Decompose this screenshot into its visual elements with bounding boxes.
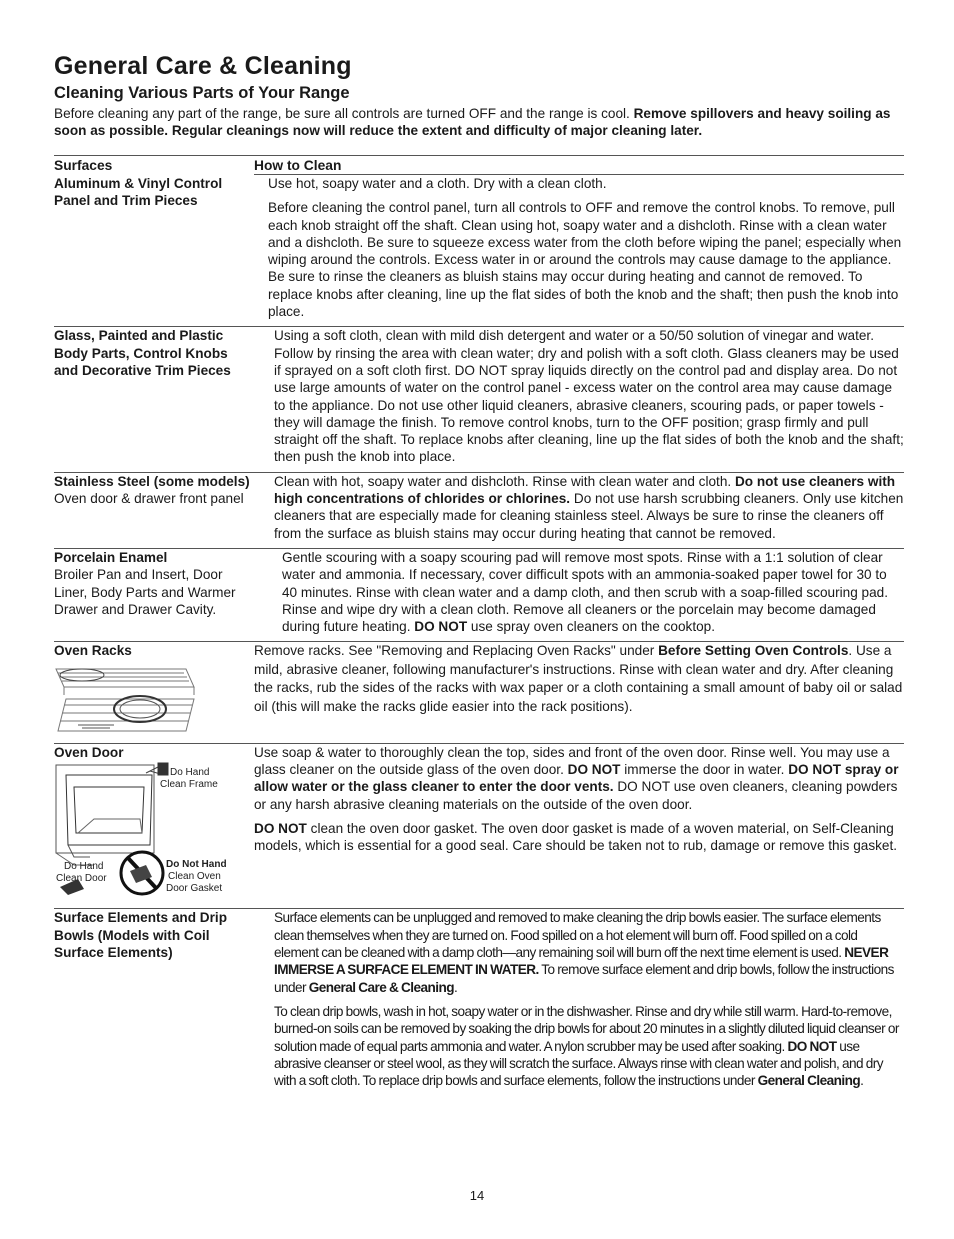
intro-paragraph (54, 105, 904, 139)
how-to-clean-cell (274, 327, 904, 471)
instruction-text-part: Do not use harsh scrubbing cleaners. Only use kitchen cleaners that are especially made for cleaning stainless steel. Always be sure to rinse the cleaners off from the surface as bluish stains may occur during heating that cannot be removed. (274, 491, 904, 541)
instruction-text-part: Gentle scouring with a soapy scouring pad will remove most spots. Rinse with a 1:1 solution of clear water and ammonia. If necessary, cover difficult spots with an ammonia-soaked paper towel for 30 to 40 minutes. Rinse with clean water and a damp cloth, and then scrub with a soap-filled scouring pad. Rinse and wipe dry with a clean cloth. Remove all cleaners or the porcelain may become damaged during future heating. (282, 549, 889, 635)
instruction-bold: Before Setting Oven Controls (658, 643, 849, 659)
table-row (54, 472, 904, 548)
instruction-text-part: DO NOT use oven cleaners, cleaning powders or any harsh abrasive cleaning materials on the outside of the oven door. (254, 779, 898, 812)
label-do-hand-door-2: Clean Door (56, 873, 107, 885)
instruction-text-part: immerse the door in water. (620, 762, 789, 778)
table-row (54, 326, 904, 471)
label-do-hand-frame-1: Do Hand (170, 767, 210, 779)
instruction-text (282, 549, 904, 635)
oven-door-illustration (54, 761, 234, 896)
page-number: 14 (469, 1188, 485, 1203)
label-do-not-1: Do Not Hand (166, 859, 227, 871)
header-surfaces: Surfaces (54, 158, 113, 173)
instruction-text-part: To clean drip bowls, wash in hot, soapy water or in the dishwasher. Rinse and dry while still warm. Hard-to-remove, burned-on soils can be removed by soaking the drip bowls for about 20 minutes in a slightly diluted liquid cleanser or solution made of equal parts ammonia and water. A nylon scrubber may be used after soaking. (274, 1003, 899, 1054)
instruction-bold: Do not use cleaners with high concentrations of chlorides or chlorines. (274, 473, 896, 507)
instruction-bold: DO NOT spray or allow water or the glass cleaner to enter the door vents. (254, 762, 899, 795)
instruction-text (274, 473, 904, 542)
surface-cell (54, 175, 268, 326)
surface-name: Aluminum & Vinyl Control Panel and Trim Pieces (54, 176, 223, 209)
label-do-not-3: Door Gasket (166, 883, 223, 895)
oven-rack-illustration (54, 665, 199, 735)
table-row (54, 908, 904, 1095)
instruction-text (254, 642, 904, 716)
instruction-text (254, 744, 904, 813)
how-to-clean-cell (254, 744, 904, 901)
instruction-text-part: Surface elements can be unplugged and removed to make cleaning the drip bowls easier. The surface elements clean themselves when they are turned on. Food spilled on a hot element will burn off. Food spilled on a cold element can be cleaned with a damp cloth—any remaining soil will burn off the next time element is used. (274, 910, 881, 961)
label-do-hand-frame-2: Clean Frame (160, 779, 218, 791)
table-header (54, 155, 904, 175)
surface-name: Porcelain Enamel (54, 549, 168, 565)
intro-bold-text: Remove spillovers and heavy soiling as soon as possible. Regular cleanings now will reduce the extent and difficulty of major cleaning later. (54, 106, 891, 138)
page (54, 52, 904, 1095)
surface-name: Stainless Steel (some models) (54, 473, 250, 489)
surface-cell (54, 327, 274, 471)
surface-detail: Oven door & drawer front panel (54, 491, 244, 507)
instruction-text-part: use spray oven cleaners on the cooktop. (467, 619, 716, 635)
table-row (54, 743, 904, 901)
instruction-text-part: To remove surface element and drip bowls, follow the instructions under (274, 962, 894, 995)
intro-text: Before cleaning any part of the range, be sure all controls are turned OFF and the range is cool. (54, 106, 634, 121)
label-do-not-2: Clean Oven (168, 871, 221, 883)
instruction-text: Use hot, soapy water and a cloth. Dry with a clean cloth. (268, 176, 607, 191)
instruction-text-part: Use soap & water to thoroughly clean the top, sides and front of the oven door. Rinse well. You may use a glass cleaner on the outside glass of the oven door. (254, 744, 890, 778)
header-how-to-clean: How to Clean (254, 158, 904, 175)
instruction-bold: DO NOT (567, 762, 621, 778)
surface-name: Oven Door (54, 744, 124, 760)
instruction-text (254, 820, 904, 855)
how-to-clean-cell (282, 549, 904, 641)
instruction-text-part: use abrasive cleanser or steel wool, as they will scratch the surface. Always rinse with clean water and polish, and dry with a soft cloth. To replace drip bowls and surface elements, follow the instructions under (274, 1038, 883, 1089)
table-row (54, 641, 904, 734)
how-to-clean-cell (274, 909, 904, 1095)
how-to-clean-cell (268, 175, 904, 326)
prohibited-icon (121, 852, 163, 894)
surface-name: Surface Elements and Drip Bowls (Models with Coil Surface Elements) (54, 910, 227, 961)
instruction-bold: NEVER IMMERSE A SURFACE ELEMENT IN WATER. (274, 945, 889, 978)
instruction-text-part: . (860, 1073, 864, 1089)
instruction-bold: DO NOT (254, 821, 307, 837)
surface-cell (54, 642, 254, 734)
instruction-text: Using a soft cloth, clean with mild dish detergent and water or a 50/50 solution of vinegar and water. Follow by rinsing the area with clean water; dry and polish with a soft cloth. Glass cleaners may be used if sprayed on a soft cloth first. DO NOT spray liquids directly on the control pad and display area. Do not use large amounts of water on the control panel - excess water on the control area may cause damage to the appliance. Do not use other liquid cleaners, abrasive cleaners, scouring pads, or paper towels - they will damage the finish. To remove control knobs, turn to the OFF position; grasp firmly and pull straight off the shaft. To replace knobs after cleaning, line up the flat sides of both the knob and the shaft; then push the knob into place. (274, 328, 904, 465)
surface-cell (54, 549, 282, 641)
instruction-bold: General Cleaning (757, 1073, 861, 1089)
surface-detail: Broiler Pan and Insert, Door Liner, Body Parts and Warmer Drawer and Drawer Cavity. (54, 567, 236, 617)
surface-name: Glass, Painted and Plastic Body Parts, Control Knobs and Decorative Trim Pieces (54, 328, 231, 378)
section-subtitle: Cleaning Various Parts of Your Range (54, 84, 350, 102)
instruction-text-part: clean the oven door gasket. The oven door gasket is made of a woven material, on Self-Cleaning models, which is essential for a good seal. Care should be taken not to rub, damage or remove this gasket. (254, 821, 898, 854)
instruction-bold: DO NOT (787, 1038, 837, 1054)
instruction-text (274, 1003, 904, 1089)
surface-name: Oven Racks (54, 643, 132, 659)
instruction-text (274, 909, 904, 995)
instruction-text-part: Clean with hot, soapy water and dishcloth. Rinse with clean water and cloth. (274, 473, 735, 489)
surface-cell (54, 909, 274, 1095)
instruction-text-part: . Use a mild, abrasive cleaner, following manufacturer's instructions. Rinse with clean water and dry. After cleaning the racks, rub the sides of the racks with wax paper or a cloth containing a small amount of baby oil or salad oil (this will make the racks glide easier into the rack positions). (254, 643, 903, 714)
instruction-bold: General Care & Cleaning (308, 979, 455, 995)
how-to-clean-cell (254, 642, 904, 734)
table-row (54, 175, 904, 326)
instruction-text: Before cleaning the control panel, turn all controls to OFF and remove the control knobs. To remove, pull each knob straight off the shaft. Clean using hot, soapy water and a dishcloth. Rinse with a clean water and a dishcloth. Be sure to squeeze excess water from the cloth before wiping the panel; especially when wiping around the controls. Excess water in or around the controls may cause damage to the appliance. Be sure to rinse the cleaners as bluish stains may occur during heating and cannot de removed. To replace knobs after cleaning, line up the flat sides of both the knob and the shaft; then push the knob into place. (268, 200, 902, 320)
how-to-clean-cell (274, 473, 904, 548)
instruction-bold: DO NOT (414, 619, 468, 635)
surface-cell (54, 744, 254, 901)
page-title: General Care & Cleaning (54, 52, 352, 80)
table-row (54, 548, 904, 641)
instruction-text-part: Remove racks. See "Removing and Replacing Oven Racks" under (254, 643, 659, 659)
label-do-hand-door-1: Do Hand (64, 861, 104, 873)
instruction-text-part: . (454, 979, 458, 995)
surface-cell (54, 473, 274, 548)
